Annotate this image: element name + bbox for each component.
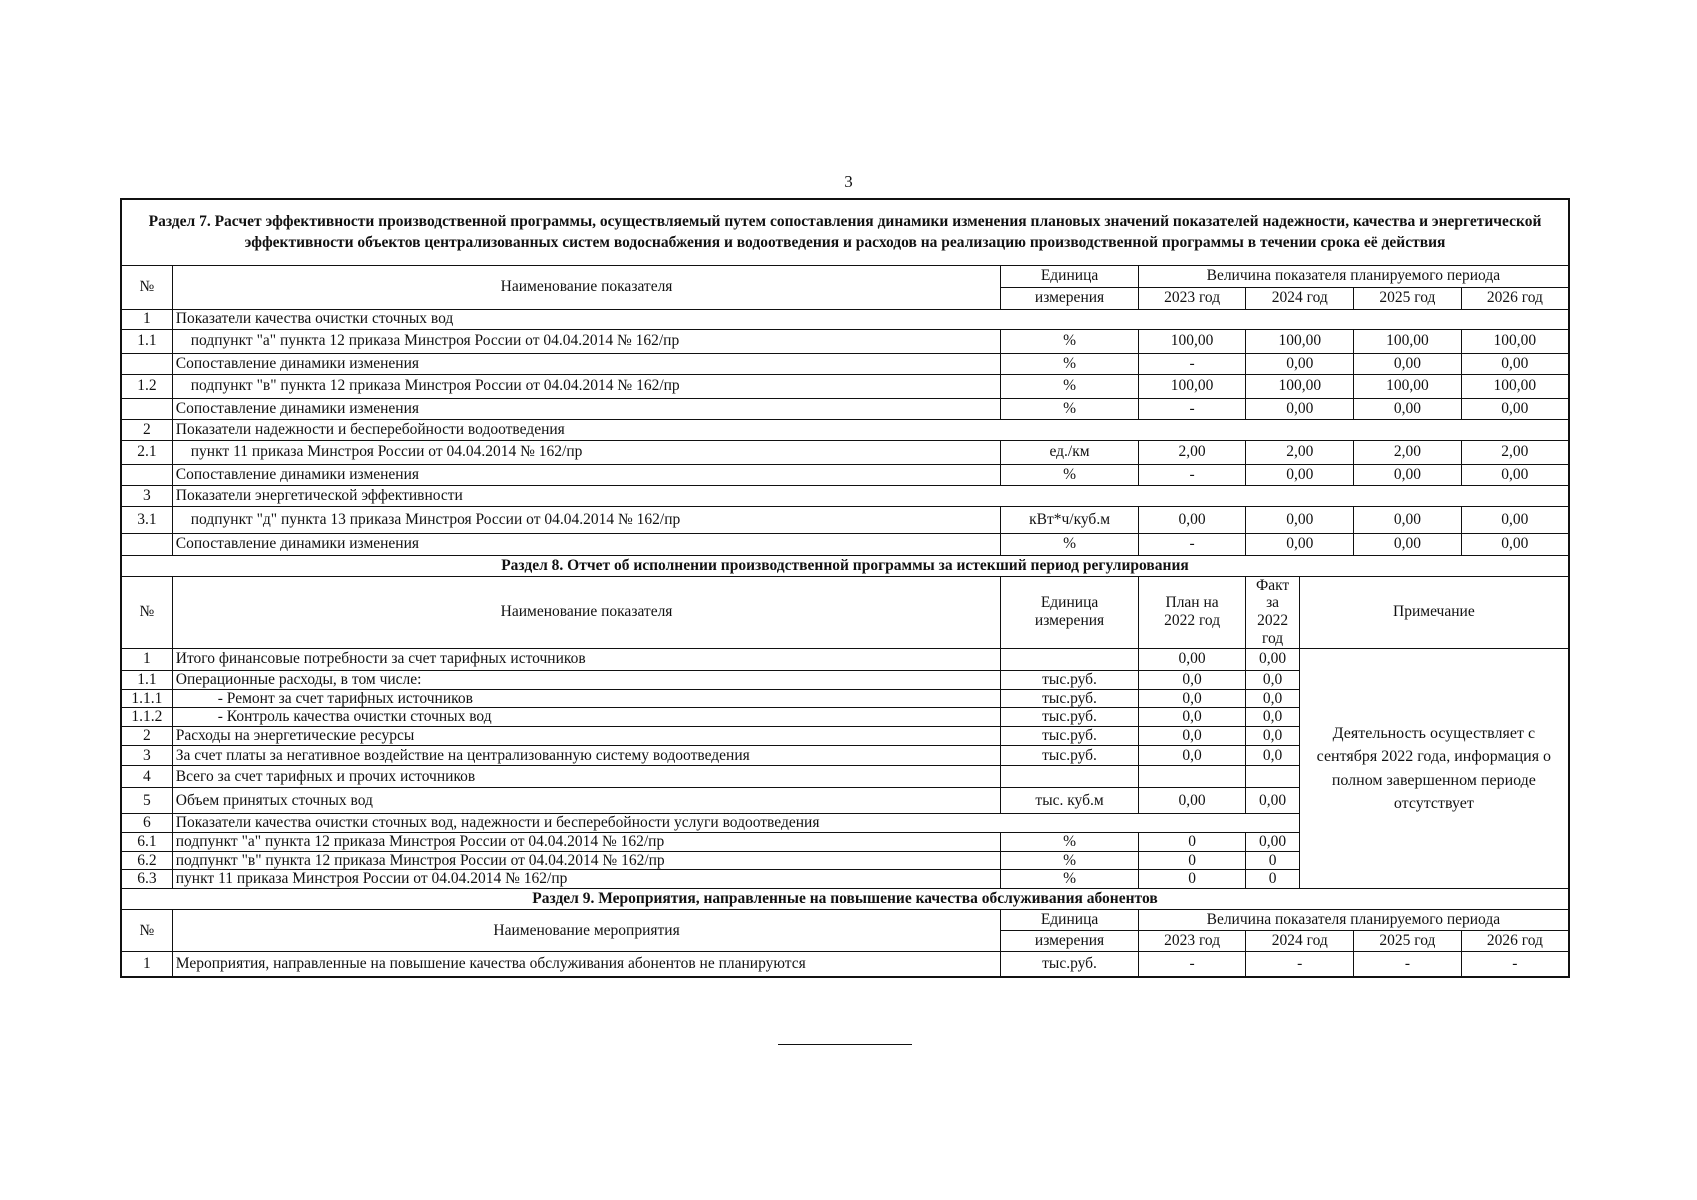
row-value: 2,00	[1461, 440, 1569, 464]
row-plan: 0,0	[1138, 689, 1246, 708]
row-value: -	[1354, 952, 1462, 977]
row-num: 2	[121, 419, 172, 440]
row-num	[121, 464, 172, 485]
row-name: подпункт "а" пункта 12 приказа Минстроя России от 04.04.2014 № 162/пр	[172, 329, 1001, 353]
section9-title-row	[121, 889, 1569, 910]
section9-title: Раздел 9. Мероприятия, направленные на повышение качества обслуживания абонентов	[121, 889, 1569, 910]
row-unit: тыс.руб.	[1001, 689, 1138, 708]
row-value: -	[1138, 353, 1246, 374]
row-unit	[1001, 648, 1138, 670]
row-name: Показатели качества очистки сточных вод	[172, 309, 1569, 329]
table-row	[121, 329, 1569, 353]
row-num: 1.1.1	[121, 689, 172, 708]
row-num: 5	[121, 788, 172, 814]
row-num: 1.1	[121, 670, 172, 689]
row-unit: %	[1001, 533, 1138, 555]
row-plan	[1138, 766, 1246, 788]
row-name: Сопоставление динамики изменения	[172, 533, 1001, 555]
row-value: -	[1461, 952, 1569, 977]
row-fact: 0,0	[1246, 670, 1299, 689]
row-unit: тыс. куб.м	[1001, 788, 1138, 814]
row-unit: тыс.руб.	[1001, 746, 1138, 766]
row-value: 2,00	[1246, 440, 1354, 464]
header-year: 2025 год	[1354, 287, 1462, 309]
table-row	[121, 533, 1569, 555]
table-row	[121, 464, 1569, 485]
row-unit: тыс.руб.	[1001, 952, 1138, 977]
header-year: 2023 год	[1138, 287, 1246, 309]
row-plan: 0,0	[1138, 746, 1246, 766]
row-plan: 0	[1138, 832, 1246, 851]
row-num	[121, 353, 172, 374]
row-value: 0,00	[1461, 398, 1569, 419]
row-value: 0,00	[1138, 506, 1246, 533]
row-value: -	[1138, 533, 1246, 555]
header-line: 2022 год	[1164, 612, 1221, 630]
row-num: 6.1	[121, 832, 172, 851]
row-name: Показатели энергетической эффективности	[172, 485, 1569, 506]
row-num: 1	[121, 309, 172, 329]
group-row	[121, 419, 1569, 440]
row-unit: %	[1001, 464, 1138, 485]
header-unit	[1001, 576, 1138, 648]
header-note: Примечание	[1299, 576, 1569, 648]
row-fact: 0,00	[1246, 648, 1299, 670]
row-value: 100,00	[1138, 329, 1246, 353]
row-name: подпункт "а" пункта 12 приказа Минстроя России от 04.04.2014 № 162/пр	[172, 832, 1001, 851]
row-unit: %	[1001, 832, 1138, 851]
page-number: 3	[844, 172, 853, 191]
row-fact	[1246, 766, 1299, 788]
row-name: Итого финансовые потребности за счет тарифных источников	[172, 648, 1001, 670]
group-row	[121, 309, 1569, 329]
header-name: Наименование показателя	[172, 576, 1001, 648]
row-value: -	[1246, 952, 1354, 977]
row-unit: %	[1001, 329, 1138, 353]
row-unit: %	[1001, 353, 1138, 374]
row-unit: %	[1001, 374, 1138, 398]
row-num: 1	[121, 648, 172, 670]
row-name: Объем принятых сточных вод	[172, 788, 1001, 814]
header-period: Величина показателя планируемого периода	[1138, 265, 1569, 287]
row-name: пункт 11 приказа Минстроя России от 04.04.2014 № 162/пр	[172, 870, 1001, 889]
row-name: Операционные расходы, в том числе:	[172, 670, 1001, 689]
section9-header-row	[121, 910, 1569, 931]
row-num: 1.1	[121, 329, 172, 353]
table-row	[121, 440, 1569, 464]
row-name: - Ремонт за счет тарифных источников	[172, 689, 1001, 708]
header-unit: измерения	[1001, 287, 1138, 309]
row-fact: 0,00	[1246, 788, 1299, 814]
table-row	[121, 398, 1569, 419]
table-row	[121, 353, 1569, 374]
section8-header-row	[121, 576, 1569, 648]
row-value: 0,00	[1246, 506, 1354, 533]
row-value: 0,00	[1246, 353, 1354, 374]
row-unit: %	[1001, 851, 1138, 870]
row-value: 100,00	[1461, 374, 1569, 398]
row-value: 0,00	[1354, 464, 1462, 485]
row-name: пункт 11 приказа Минстроя России от 04.04.2014 № 162/пр	[172, 440, 1001, 464]
row-value: -	[1138, 464, 1246, 485]
header-num: №	[121, 576, 172, 648]
row-plan: 0,0	[1138, 708, 1246, 727]
row-value: -	[1138, 398, 1246, 419]
section8-title-row	[121, 555, 1569, 576]
row-plan: 0,00	[1138, 788, 1246, 814]
row-unit: %	[1001, 398, 1138, 419]
header-year: 2026 год	[1461, 287, 1569, 309]
table-body	[121, 199, 1569, 977]
row-value: 100,00	[1461, 329, 1569, 353]
header-year: 2023 год	[1138, 931, 1246, 952]
row-name: Мероприятия, направленные на повышение качества обслуживания абонентов не планируются	[172, 952, 1001, 977]
row-num: 3.1	[121, 506, 172, 533]
row-unit: %	[1001, 870, 1138, 889]
section7-title: Раздел 7. Расчет эффективности производственной программы, осуществляемый путем сопоставления динамики изменения плановых значений показателей надежности, качества и энергетической эффективности объектов централизованных систем водоснабжения и водоотведения и расходов на реализацию производственной программы в течении срока её действия	[121, 199, 1569, 265]
row-num: 6.2	[121, 851, 172, 870]
row-num	[121, 533, 172, 555]
header-plan	[1138, 576, 1246, 648]
row-fact: 0,0	[1246, 727, 1299, 746]
row-plan: 0	[1138, 870, 1246, 889]
section8-title: Раздел 8. Отчет об исполнении производственной программы за истекший период регулирования	[121, 555, 1569, 576]
row-value: 0,00	[1354, 353, 1462, 374]
row-name: - Контроль качества очистки сточных вод	[172, 708, 1001, 727]
row-num: 1.2	[121, 374, 172, 398]
row-num: 3	[121, 746, 172, 766]
row-fact: 0,00	[1246, 832, 1299, 851]
row-fact: 0,0	[1246, 746, 1299, 766]
row-num	[121, 398, 172, 419]
header-name: Наименование мероприятия	[172, 910, 1001, 952]
table-row	[121, 506, 1569, 533]
row-unit: тыс.руб.	[1001, 727, 1138, 746]
row-value: 2,00	[1354, 440, 1462, 464]
row-name: подпункт "в" пункта 12 приказа Минстроя России от 04.04.2014 № 162/пр	[172, 374, 1001, 398]
row-value: 100,00	[1138, 374, 1246, 398]
row-name: Сопоставление динамики изменения	[172, 464, 1001, 485]
row-value: 0,00	[1246, 464, 1354, 485]
header-line: Факт за 2022	[1255, 576, 1290, 630]
row-value: 0,00	[1461, 533, 1569, 555]
row-name: Сопоставление динамики изменения	[172, 353, 1001, 374]
row-name: Показатели качества очистки сточных вод, надежности и бесперебойности услуги водоотведения	[172, 814, 1299, 833]
row-plan: 0,0	[1138, 670, 1246, 689]
row-value: 100,00	[1246, 374, 1354, 398]
row-num: 2.1	[121, 440, 172, 464]
row-unit: кВт*ч/куб.м	[1001, 506, 1138, 533]
header-fact	[1246, 576, 1299, 648]
row-value: 0,00	[1461, 464, 1569, 485]
row-value: 0,00	[1246, 398, 1354, 419]
row-unit	[1001, 766, 1138, 788]
header-unit: Единица	[1001, 910, 1138, 931]
section7-title-row	[121, 199, 1569, 265]
header-line: План на	[1165, 594, 1219, 612]
row-value: 100,00	[1246, 329, 1354, 353]
row-plan: 0	[1138, 851, 1246, 870]
row-fact: 0	[1246, 851, 1299, 870]
header-name: Наименование показателя	[172, 265, 1001, 309]
section7-header-row	[121, 265, 1569, 287]
row-unit: ед./км	[1001, 440, 1138, 464]
row-num: 1.1.2	[121, 708, 172, 727]
row-num: 3	[121, 485, 172, 506]
header-num: №	[121, 910, 172, 952]
row-value: 100,00	[1354, 329, 1462, 353]
row-value: 0,00	[1461, 506, 1569, 533]
row-name: За счет платы за негативное воздействие на централизованную систему водоотведения	[172, 746, 1001, 766]
row-value: 100,00	[1354, 374, 1462, 398]
header-year: 2024 год	[1246, 931, 1354, 952]
row-value: 0,00	[1246, 533, 1354, 555]
table-row	[121, 648, 1569, 670]
row-name: подпункт "д" пункта 13 приказа Минстроя России от 04.04.2014 № 162/пр	[172, 506, 1001, 533]
header-num: №	[121, 265, 172, 309]
header-unit: измерения	[1001, 931, 1138, 952]
row-fact: 0	[1246, 870, 1299, 889]
row-name: подпункт "в" пункта 12 приказа Минстроя России от 04.04.2014 № 162/пр	[172, 851, 1001, 870]
row-value: -	[1138, 952, 1246, 977]
row-fact: 0,0	[1246, 689, 1299, 708]
header-year: 2024 год	[1246, 287, 1354, 309]
header-line: Единица	[1040, 594, 1099, 612]
row-value: 0,00	[1461, 353, 1569, 374]
row-name: Всего за счет тарифных и прочих источников	[172, 766, 1001, 788]
row-num: 6.3	[121, 870, 172, 889]
row-plan: 0,0	[1138, 727, 1246, 746]
row-name: Расходы на энергетические ресурсы	[172, 727, 1001, 746]
header-line: год	[1261, 629, 1284, 647]
row-num: 1	[121, 952, 172, 977]
row-unit: тыс.руб.	[1001, 708, 1138, 727]
row-num: 6	[121, 814, 172, 833]
header-unit: Единица	[1001, 265, 1138, 287]
row-plan: 0,00	[1138, 648, 1246, 670]
note-text: Деятельность осуществляет с сентября 2022 года, информация о полном завершенном периоде отсутствует	[1299, 648, 1569, 889]
header-line: измерения	[1034, 612, 1105, 630]
row-value: 2,00	[1138, 440, 1246, 464]
header-year: 2025 год	[1354, 931, 1462, 952]
row-num: 2	[121, 727, 172, 746]
table-row	[121, 374, 1569, 398]
production-program-table	[120, 198, 1570, 978]
row-value: 0,00	[1354, 506, 1462, 533]
header-period: Величина показателя планируемого периода	[1138, 910, 1569, 931]
group-row	[121, 485, 1569, 506]
closing-divider	[778, 1044, 912, 1045]
row-name: Сопоставление динамики изменения	[172, 398, 1001, 419]
row-unit: тыс.руб.	[1001, 670, 1138, 689]
row-value: 0,00	[1354, 398, 1462, 419]
table-row	[121, 952, 1569, 977]
row-value: 0,00	[1354, 533, 1462, 555]
row-num: 4	[121, 766, 172, 788]
row-fact: 0,0	[1246, 708, 1299, 727]
row-name: Показатели надежности и бесперебойности водоотведения	[172, 419, 1569, 440]
header-year: 2026 год	[1461, 931, 1569, 952]
